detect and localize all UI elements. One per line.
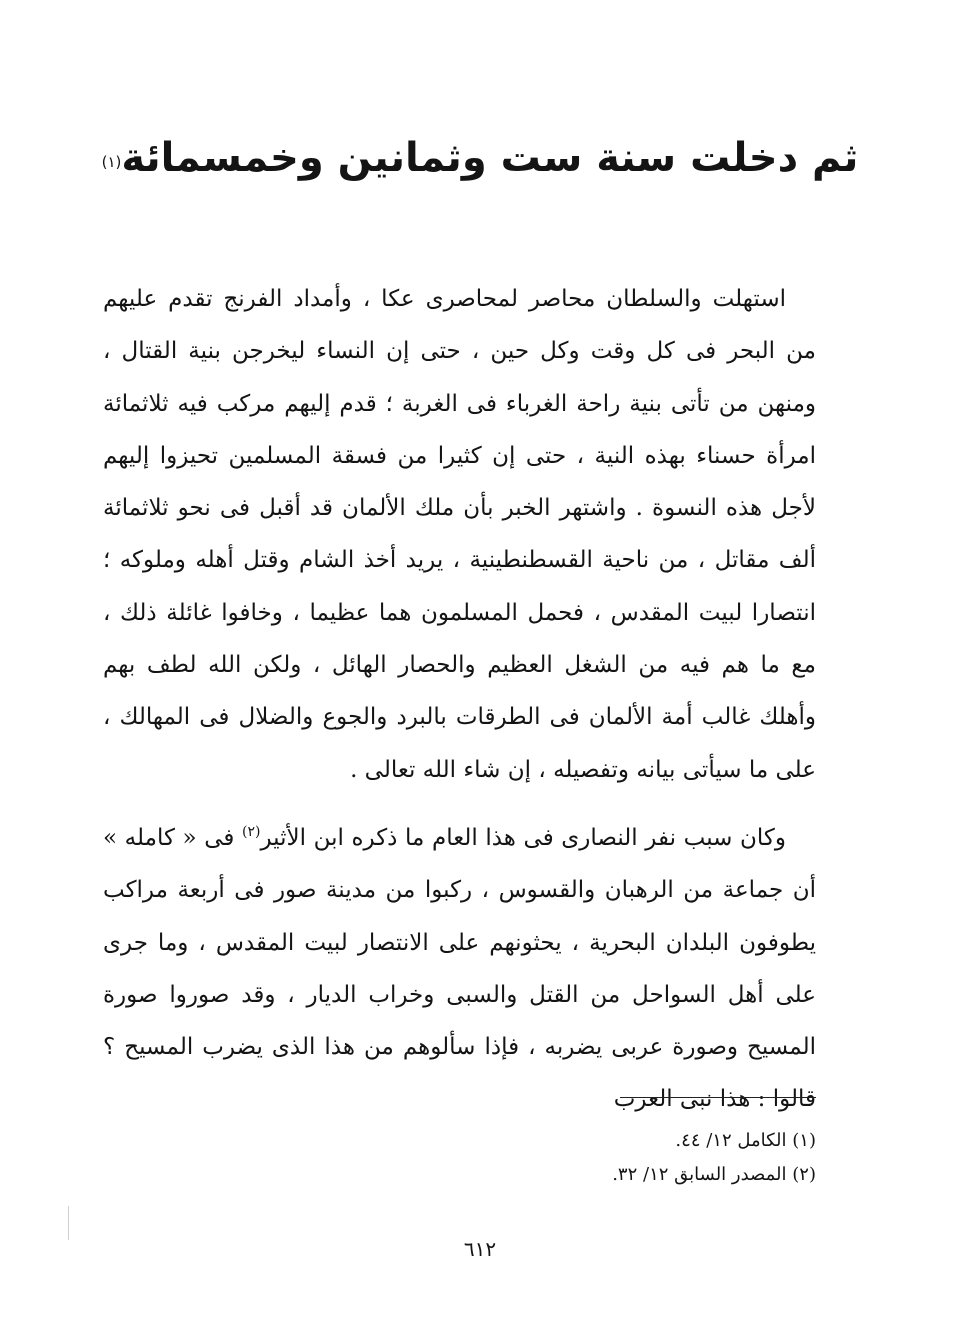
body-text	[103, 273, 816, 1126]
scan-artifact-line	[68, 1206, 69, 1240]
paragraph-1	[103, 273, 816, 796]
footnotes-list	[360, 1124, 816, 1192]
inline-footnote-ref: (٢)	[241, 823, 261, 840]
paragraph-2-text-end: فى « كامله » أن جماعة من الرهبان والقسوس ، ركبوا من مدينة صور فى أربعة مراكب يطوفون البلدان البحرية ، يحثونهم على الانتصار لبيت المقدس ، وما جرى على أهل السواحل من القتل والسبى وخراب الديار ، وقد صوروا صورة المسيح وصورة عربى يضربه ، فإذا سألوهم من هذا الذى يضرب المسيح ؟ قالوا : هذا نبى العرب	[103, 824, 816, 1113]
title-footnote-ref: (١)	[101, 153, 122, 171]
page-number: ٦١٢	[463, 1237, 497, 1261]
chapter-title	[100, 128, 860, 188]
paragraph-2-text-start: وكان سبب نفر النصارى فى هذا العام ما ذكره ابن الأثير	[260, 824, 786, 851]
paragraph-1-text: استهلت والسلطان محاصر لمحاصرى عكا ، وأمداد الفرنج تقدم عليهم من البحر فى كل وقت وكل حين ، حتى إن النساء ليخرجن بنية القتال ، ومنهن من تأتى بنية راحة الغرباء فى الغربة ؛ قدم إليهم مركب فيه ثلاثمائة امرأة حسناء بهذه النية ، حتى إن كثيرا من فسقة المسلمين تحيزوا إليهم لأجل هذه النسوة . واشتهر الخبر بأن ملك الألمان قد أقبل فى نحو ثلاثمائة ألف مقاتل ، من ناحية القسطنطينية ، يريد أخذ الشام وقتل أهله وملوكه ؛ انتصارا لبيت المقدس ، فحمل المسلمون هما عظيما ، وخافوا غائلة ذلك ، مع ما هم فيه من الشغل العظيم والحصار الهائل ، ولكن الله لطف بهم وأهلك غالب أمة الألمان فى الطرقات بالبرد والجوع والضلال فى المهالك ، على ما سيأتى بيانه وتفصيله ، إن شاء الله تعالى .	[103, 286, 816, 783]
footnote-separator	[620, 1097, 816, 1098]
chapter-title-text: ثم دخلت سنة ست وثمانين وخمسمائة	[121, 135, 859, 181]
paragraph-2	[103, 812, 816, 1126]
footnote-2: (٢) المصدر السابق ١٢/ ٣٢.	[612, 1164, 816, 1185]
footnote-1: (١) الكامل ١٢/ ٤٤.	[675, 1130, 816, 1151]
